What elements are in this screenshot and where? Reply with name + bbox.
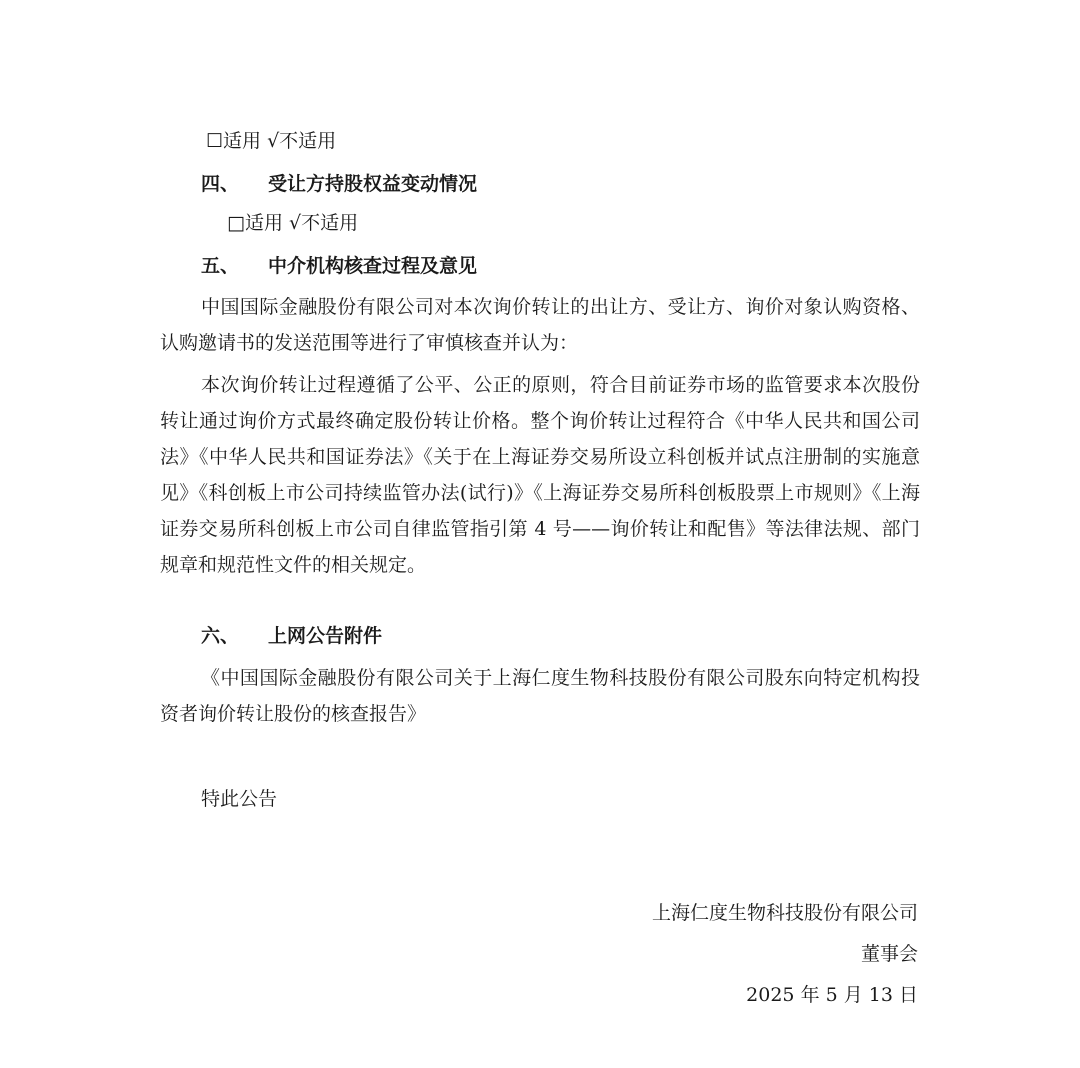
section5-paragraph2: 本次询价转让过程遵循了公平、公正的原则，符合目前证券市场的监管要求本次股份转让通过询价方式最终确定股份转让价格。整个询价转让过程符合《中华人民共和国公司法》《中华人民共和国证券法》《关于在上海证券交易所设立科创板并试点注册制的实施意见》《科创板上市公司持续监管办法(试行)》《上海证券交易所科创板股票上市规则》《上海证券交易所科创板上市公司自律监管指引第 4 号——询价转让和配售》等法律法规、部门规章和规范性文件的相关规定。 (160, 374, 920, 576)
section5-paragraph1: 中国国际金融股份有限公司对本次询价转让的出让方、受让方、询价对象认购资格、认购邀请书的发送范围等进行了审慎核查并认为： (160, 296, 920, 354)
signature-board: 董事会 (860, 943, 918, 965)
section6-number: 六、 (201, 625, 240, 647)
signature-company: 上海仁度生物科技股份有限公司 (651, 902, 918, 924)
section5-title: 中介机构核查过程及意见 (268, 255, 478, 277)
section6-title: 上网公告附件 (268, 625, 383, 647)
section3-applicability: ☐适用 √不适用 (206, 130, 337, 152)
section6-attachment: 《中国国际金融股份有限公司关于上海仁度生物科技股份有限公司股东向特定机构投资者询价转让股份的核查报告》 (160, 667, 920, 725)
section4-applicability: □适用 √不适用 (227, 212, 359, 234)
section5-number: 五、 (201, 255, 240, 277)
section5-heading (201, 253, 477, 279)
section4-title: 受让方持股权益变动情况 (268, 173, 478, 195)
closing-text: 特此公告 (201, 788, 278, 810)
section4-heading (201, 171, 477, 197)
section6-heading (201, 623, 382, 649)
section4-number: 四、 (201, 173, 240, 195)
signature-date: 2025 年 5 月 13 日 (746, 984, 918, 1006)
